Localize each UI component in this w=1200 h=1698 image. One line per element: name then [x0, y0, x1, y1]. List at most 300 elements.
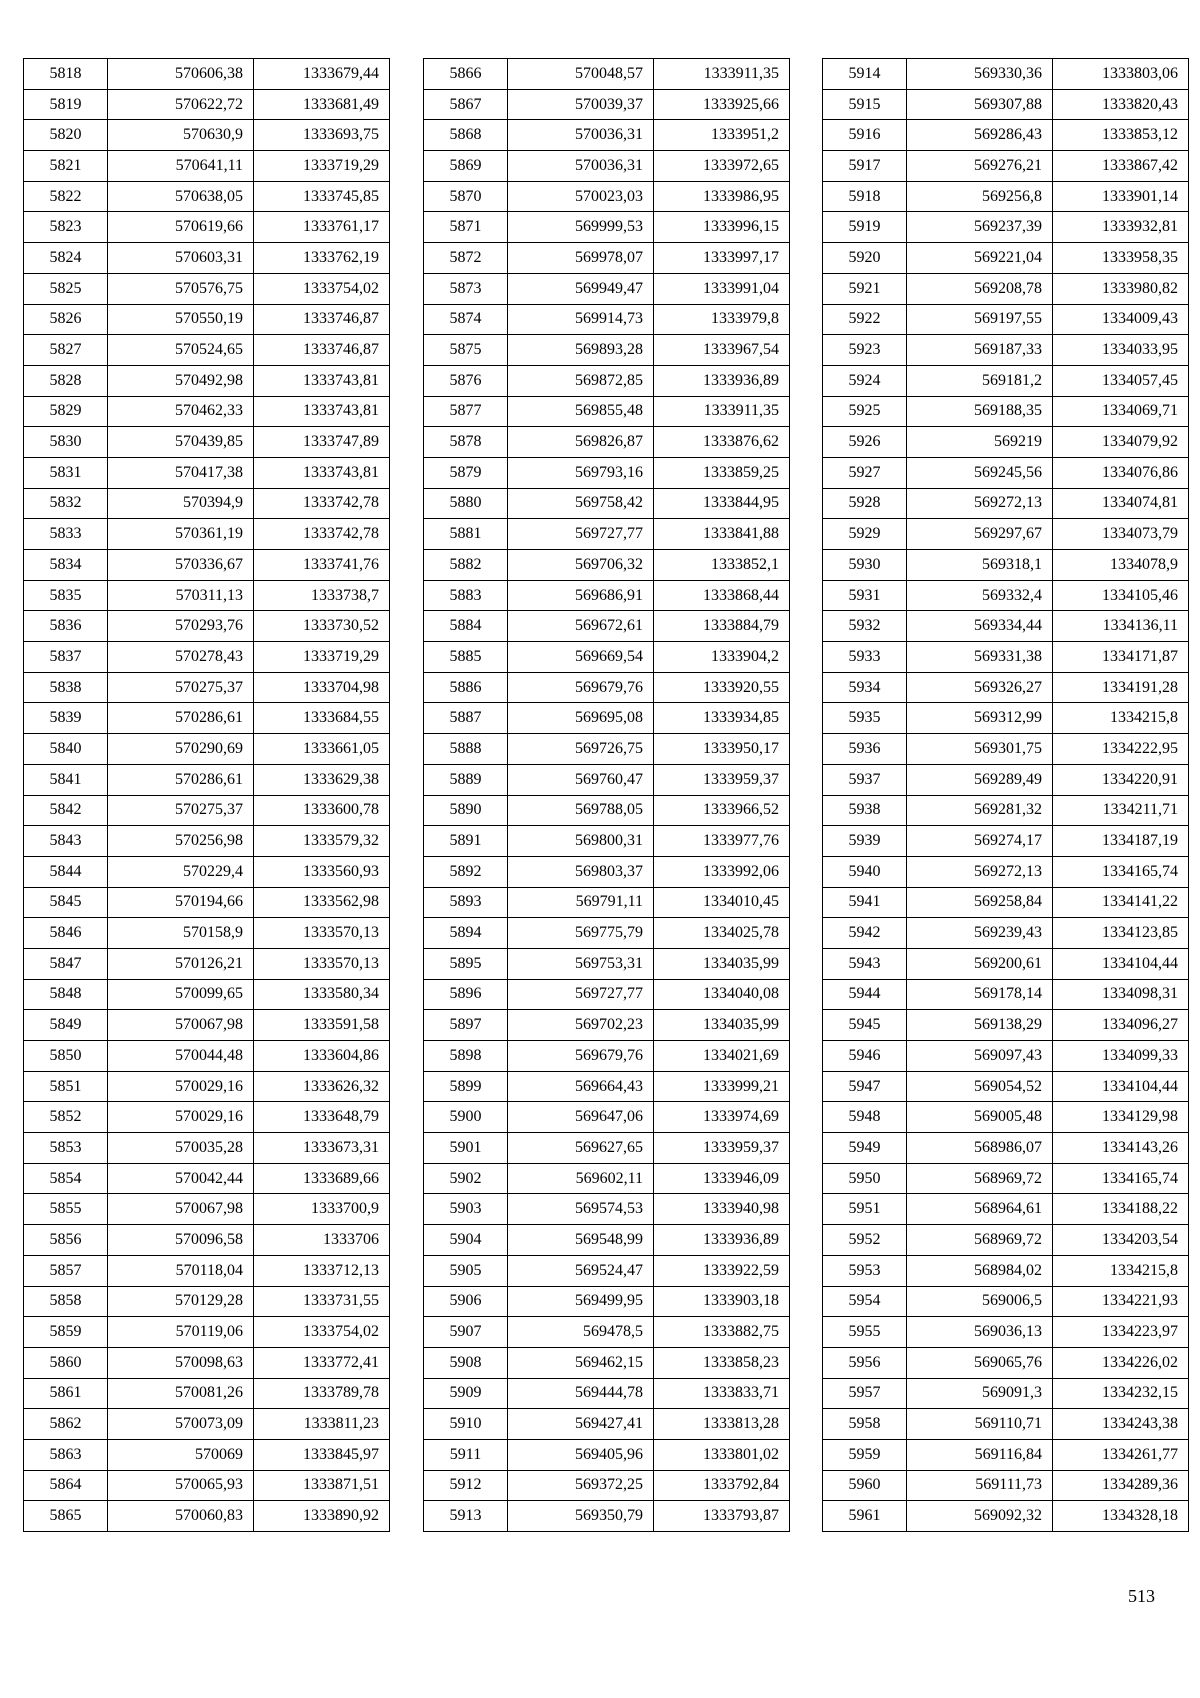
table-row [424, 611, 790, 642]
point-number-cell: 5895 [424, 948, 508, 979]
x-coordinate-cell: 570099,65 [108, 979, 254, 1010]
y-coordinate-cell: 1333820,43 [1053, 89, 1189, 120]
x-coordinate-cell: 569330,36 [907, 59, 1053, 90]
table-row [24, 1439, 390, 1470]
point-number-cell: 5923 [823, 335, 907, 366]
point-number-cell: 5928 [823, 488, 907, 519]
y-coordinate-cell: 1334010,45 [654, 887, 790, 918]
y-coordinate-cell: 1334165,74 [1053, 1163, 1189, 1194]
x-coordinate-cell: 569332,4 [907, 580, 1053, 611]
point-number-cell: 5954 [823, 1286, 907, 1317]
table-row [424, 519, 790, 550]
x-coordinate-cell: 569334,44 [907, 611, 1053, 642]
table-row [24, 1378, 390, 1409]
point-number-cell: 5883 [424, 580, 508, 611]
x-coordinate-cell: 570129,28 [108, 1286, 254, 1317]
y-coordinate-cell: 1333743,81 [254, 396, 390, 427]
y-coordinate-cell: 1334215,8 [1053, 1255, 1189, 1286]
point-number-cell: 5855 [24, 1194, 108, 1225]
table-row [823, 703, 1189, 734]
point-number-cell: 5886 [424, 672, 508, 703]
point-number-cell: 5845 [24, 887, 108, 918]
point-number-cell: 5934 [823, 672, 907, 703]
point-number-cell: 5902 [424, 1163, 508, 1194]
point-number-cell: 5937 [823, 764, 907, 795]
table-row [24, 764, 390, 795]
x-coordinate-cell: 570073,09 [108, 1409, 254, 1440]
table-row [823, 1286, 1189, 1317]
x-coordinate-cell: 569274,17 [907, 826, 1053, 857]
x-coordinate-cell: 569318,1 [907, 550, 1053, 581]
x-coordinate-cell: 569702,23 [508, 1010, 654, 1041]
point-number-cell: 5925 [823, 396, 907, 427]
x-coordinate-cell: 570462,33 [108, 396, 254, 427]
y-coordinate-cell: 1333591,58 [254, 1010, 390, 1041]
point-number-cell: 5918 [823, 181, 907, 212]
y-coordinate-cell: 1333858,23 [654, 1347, 790, 1378]
x-coordinate-cell: 569462,15 [508, 1347, 654, 1378]
point-number-cell: 5871 [424, 212, 508, 243]
table-row [424, 550, 790, 581]
point-number-cell: 5824 [24, 243, 108, 274]
table-row [24, 795, 390, 826]
x-coordinate-cell: 570394,9 [108, 488, 254, 519]
table-row [24, 365, 390, 396]
x-coordinate-cell: 569791,11 [508, 887, 654, 918]
x-coordinate-cell: 569427,41 [508, 1409, 654, 1440]
point-number-cell: 5932 [823, 611, 907, 642]
x-coordinate-cell: 569855,48 [508, 396, 654, 427]
x-coordinate-cell: 569499,95 [508, 1286, 654, 1317]
table-row [24, 396, 390, 427]
table-row [24, 826, 390, 857]
table-row [823, 304, 1189, 335]
y-coordinate-cell: 1333922,59 [654, 1255, 790, 1286]
point-number-cell: 5878 [424, 427, 508, 458]
point-number-cell: 5889 [424, 764, 508, 795]
x-coordinate-cell: 569054,52 [907, 1071, 1053, 1102]
table-row [424, 1409, 790, 1440]
point-number-cell: 5821 [24, 151, 108, 182]
table-row [823, 1194, 1189, 1225]
y-coordinate-cell: 1333731,55 [254, 1286, 390, 1317]
y-coordinate-cell: 1334232,15 [1053, 1378, 1189, 1409]
table-row [24, 1409, 390, 1440]
point-number-cell: 5854 [24, 1163, 108, 1194]
table-row [424, 642, 790, 673]
x-coordinate-cell: 570275,37 [108, 795, 254, 826]
y-coordinate-cell: 1334188,22 [1053, 1194, 1189, 1225]
x-coordinate-cell: 570067,98 [108, 1010, 254, 1041]
x-coordinate-cell: 570229,4 [108, 856, 254, 887]
y-coordinate-cell: 1333871,51 [254, 1470, 390, 1501]
table-row [24, 856, 390, 887]
x-coordinate-cell: 569548,99 [508, 1225, 654, 1256]
point-number-cell: 5943 [823, 948, 907, 979]
table-row [24, 212, 390, 243]
table-row [823, 1102, 1189, 1133]
x-coordinate-cell: 569727,77 [508, 519, 654, 550]
y-coordinate-cell: 1333772,41 [254, 1347, 390, 1378]
table-row [823, 365, 1189, 396]
point-number-cell: 5910 [424, 1409, 508, 1440]
x-coordinate-cell: 569297,67 [907, 519, 1053, 550]
point-number-cell: 5841 [24, 764, 108, 795]
x-coordinate-cell: 570278,43 [108, 642, 254, 673]
table-row [823, 580, 1189, 611]
table-row [823, 181, 1189, 212]
x-coordinate-cell: 568986,07 [907, 1133, 1053, 1164]
table-row [424, 335, 790, 366]
x-coordinate-cell: 569672,61 [508, 611, 654, 642]
y-coordinate-cell: 1333936,89 [654, 1225, 790, 1256]
coordinate-table-3 [822, 58, 1189, 1532]
table-row [24, 1163, 390, 1194]
y-coordinate-cell: 1333972,65 [654, 151, 790, 182]
point-number-cell: 5830 [24, 427, 108, 458]
point-number-cell: 5941 [823, 887, 907, 918]
x-coordinate-cell: 570638,05 [108, 181, 254, 212]
table-row [424, 427, 790, 458]
y-coordinate-cell: 1334096,27 [1053, 1010, 1189, 1041]
table-row [24, 550, 390, 581]
table-row [424, 1317, 790, 1348]
point-number-cell: 5898 [424, 1041, 508, 1072]
table-row [424, 59, 790, 90]
point-number-cell: 5822 [24, 181, 108, 212]
y-coordinate-cell: 1333730,52 [254, 611, 390, 642]
table-row [823, 642, 1189, 673]
x-coordinate-cell: 570606,38 [108, 59, 254, 90]
table-row [24, 1194, 390, 1225]
x-coordinate-cell: 569478,5 [508, 1317, 654, 1348]
point-number-cell: 5956 [823, 1347, 907, 1378]
x-coordinate-cell: 570361,19 [108, 519, 254, 550]
table-row [24, 519, 390, 550]
y-coordinate-cell: 1334104,44 [1053, 1071, 1189, 1102]
y-coordinate-cell: 1334035,99 [654, 948, 790, 979]
table-row [24, 1010, 390, 1041]
y-coordinate-cell: 1333743,81 [254, 365, 390, 396]
table-row [424, 826, 790, 857]
point-number-cell: 5832 [24, 488, 108, 519]
x-coordinate-cell: 569188,35 [907, 396, 1053, 427]
point-number-cell: 5868 [424, 120, 508, 151]
point-number-cell: 5861 [24, 1378, 108, 1409]
x-coordinate-cell: 570576,75 [108, 273, 254, 304]
y-coordinate-cell: 1333762,19 [254, 243, 390, 274]
table-row [24, 120, 390, 151]
table-row [424, 1163, 790, 1194]
x-coordinate-cell: 569092,32 [907, 1501, 1053, 1532]
y-coordinate-cell: 1333974,69 [654, 1102, 790, 1133]
point-number-cell: 5897 [424, 1010, 508, 1041]
point-number-cell: 5865 [24, 1501, 108, 1532]
table-row [24, 672, 390, 703]
point-number-cell: 5909 [424, 1378, 508, 1409]
table-row [823, 979, 1189, 1010]
point-number-cell: 5873 [424, 273, 508, 304]
table-row [24, 734, 390, 765]
point-number-cell: 5849 [24, 1010, 108, 1041]
y-coordinate-cell: 1333604,86 [254, 1041, 390, 1072]
table-row [424, 304, 790, 335]
x-coordinate-cell: 569647,06 [508, 1102, 654, 1133]
y-coordinate-cell: 1334136,11 [1053, 611, 1189, 642]
table-row [24, 427, 390, 458]
y-coordinate-cell: 1333579,32 [254, 826, 390, 857]
point-number-cell: 5882 [424, 550, 508, 581]
table-row [24, 703, 390, 734]
y-coordinate-cell: 1333792,84 [654, 1470, 790, 1501]
table-row [24, 887, 390, 918]
x-coordinate-cell: 570492,98 [108, 365, 254, 396]
x-coordinate-cell: 569949,47 [508, 273, 654, 304]
y-coordinate-cell: 1333570,13 [254, 918, 390, 949]
y-coordinate-cell: 1333833,71 [654, 1378, 790, 1409]
table-row [424, 243, 790, 274]
x-coordinate-cell: 569753,31 [508, 948, 654, 979]
y-coordinate-cell: 1333704,98 [254, 672, 390, 703]
y-coordinate-cell: 1334243,38 [1053, 1409, 1189, 1440]
table-row [823, 120, 1189, 151]
y-coordinate-cell: 1333959,37 [654, 1133, 790, 1164]
x-coordinate-cell: 569893,28 [508, 335, 654, 366]
x-coordinate-cell: 569200,61 [907, 948, 1053, 979]
x-coordinate-cell: 570081,26 [108, 1378, 254, 1409]
x-coordinate-cell: 570029,16 [108, 1071, 254, 1102]
point-number-cell: 5907 [424, 1317, 508, 1348]
point-number-cell: 5842 [24, 795, 108, 826]
y-coordinate-cell: 1333743,81 [254, 457, 390, 488]
y-coordinate-cell: 1333673,31 [254, 1133, 390, 1164]
point-number-cell: 5933 [823, 642, 907, 673]
point-number-cell: 5952 [823, 1225, 907, 1256]
table-row [823, 1378, 1189, 1409]
y-coordinate-cell: 1333845,97 [254, 1439, 390, 1470]
table-row [823, 918, 1189, 949]
x-coordinate-cell: 569686,91 [508, 580, 654, 611]
table-row [823, 273, 1189, 304]
x-coordinate-cell: 569788,05 [508, 795, 654, 826]
table-row [424, 1501, 790, 1532]
y-coordinate-cell: 1333746,87 [254, 335, 390, 366]
point-number-cell: 5939 [823, 826, 907, 857]
point-number-cell: 5870 [424, 181, 508, 212]
x-coordinate-cell: 569679,76 [508, 1041, 654, 1072]
y-coordinate-cell: 1333580,34 [254, 979, 390, 1010]
x-coordinate-cell: 569999,53 [508, 212, 654, 243]
x-coordinate-cell: 570439,85 [108, 427, 254, 458]
y-coordinate-cell: 1333793,87 [654, 1501, 790, 1532]
x-coordinate-cell: 570194,66 [108, 887, 254, 918]
x-coordinate-cell: 569289,49 [907, 764, 1053, 795]
table-row [823, 1439, 1189, 1470]
x-coordinate-cell: 569181,2 [907, 365, 1053, 396]
x-coordinate-cell: 570619,66 [108, 212, 254, 243]
point-number-cell: 5936 [823, 734, 907, 765]
point-number-cell: 5911 [424, 1439, 508, 1470]
table-row [424, 948, 790, 979]
point-number-cell: 5867 [424, 89, 508, 120]
table-row [424, 365, 790, 396]
point-number-cell: 5904 [424, 1225, 508, 1256]
table-row [823, 519, 1189, 550]
y-coordinate-cell: 1333562,98 [254, 887, 390, 918]
y-coordinate-cell: 1333967,54 [654, 335, 790, 366]
y-coordinate-cell: 1333977,76 [654, 826, 790, 857]
x-coordinate-cell: 569405,96 [508, 1439, 654, 1470]
point-number-cell: 5888 [424, 734, 508, 765]
x-coordinate-cell: 570039,37 [508, 89, 654, 120]
y-coordinate-cell: 1333742,78 [254, 488, 390, 519]
point-number-cell: 5959 [823, 1439, 907, 1470]
table-row [424, 89, 790, 120]
point-number-cell: 5864 [24, 1470, 108, 1501]
x-coordinate-cell: 569326,27 [907, 672, 1053, 703]
point-number-cell: 5901 [424, 1133, 508, 1164]
x-coordinate-cell: 570622,72 [108, 89, 254, 120]
x-coordinate-cell: 569793,16 [508, 457, 654, 488]
x-coordinate-cell: 570158,9 [108, 918, 254, 949]
x-coordinate-cell: 569312,99 [907, 703, 1053, 734]
point-number-cell: 5891 [424, 826, 508, 857]
table-row [424, 1225, 790, 1256]
y-coordinate-cell: 1334123,85 [1053, 918, 1189, 949]
point-number-cell: 5940 [823, 856, 907, 887]
y-coordinate-cell: 1333958,35 [1053, 243, 1189, 274]
y-coordinate-cell: 1333882,75 [654, 1317, 790, 1348]
point-number-cell: 5859 [24, 1317, 108, 1348]
table-row [823, 1255, 1189, 1286]
table-row [424, 1470, 790, 1501]
table-row [823, 1225, 1189, 1256]
table-row [823, 1041, 1189, 1072]
y-coordinate-cell: 1333661,05 [254, 734, 390, 765]
table-row [24, 89, 390, 120]
y-coordinate-cell: 1334220,91 [1053, 764, 1189, 795]
y-coordinate-cell: 1334073,79 [1053, 519, 1189, 550]
y-coordinate-cell: 1334040,08 [654, 979, 790, 1010]
table-row [24, 580, 390, 611]
point-number-cell: 5836 [24, 611, 108, 642]
y-coordinate-cell: 1334221,93 [1053, 1286, 1189, 1317]
y-coordinate-cell: 1333754,02 [254, 273, 390, 304]
y-coordinate-cell: 1333986,95 [654, 181, 790, 212]
x-coordinate-cell: 570256,98 [108, 826, 254, 857]
x-coordinate-cell: 569444,78 [508, 1378, 654, 1409]
y-coordinate-cell: 1333761,17 [254, 212, 390, 243]
x-coordinate-cell: 570065,93 [108, 1470, 254, 1501]
x-coordinate-cell: 569006,5 [907, 1286, 1053, 1317]
point-number-cell: 5874 [424, 304, 508, 335]
point-number-cell: 5881 [424, 519, 508, 550]
y-coordinate-cell: 1333841,88 [654, 519, 790, 550]
table-row [823, 59, 1189, 90]
x-coordinate-cell: 569914,73 [508, 304, 654, 335]
point-number-cell: 5914 [823, 59, 907, 90]
x-coordinate-cell: 570275,37 [108, 672, 254, 703]
y-coordinate-cell: 1333852,1 [654, 550, 790, 581]
x-coordinate-cell: 570069 [108, 1439, 254, 1470]
point-number-cell: 5847 [24, 948, 108, 979]
y-coordinate-cell: 1333745,85 [254, 181, 390, 212]
table-row [24, 1470, 390, 1501]
point-number-cell: 5905 [424, 1255, 508, 1286]
point-number-cell: 5831 [24, 457, 108, 488]
x-coordinate-cell: 568969,72 [907, 1225, 1053, 1256]
x-coordinate-cell: 569219 [907, 427, 1053, 458]
point-number-cell: 5837 [24, 642, 108, 673]
x-coordinate-cell: 570036,31 [508, 151, 654, 182]
table-row [823, 457, 1189, 488]
table-row [424, 1010, 790, 1041]
x-coordinate-cell: 570550,19 [108, 304, 254, 335]
x-coordinate-cell: 569307,88 [907, 89, 1053, 120]
y-coordinate-cell: 1333560,93 [254, 856, 390, 887]
point-number-cell: 5838 [24, 672, 108, 703]
table-row [823, 488, 1189, 519]
point-number-cell: 5935 [823, 703, 907, 734]
table-row [24, 1041, 390, 1072]
point-number-cell: 5880 [424, 488, 508, 519]
y-coordinate-cell: 1334069,71 [1053, 396, 1189, 427]
table-row [24, 181, 390, 212]
table-row [823, 1317, 1189, 1348]
table-row [823, 1409, 1189, 1440]
table-row [24, 151, 390, 182]
point-number-cell: 5852 [24, 1102, 108, 1133]
y-coordinate-cell: 1333813,28 [654, 1409, 790, 1440]
table-row [24, 642, 390, 673]
y-coordinate-cell: 1333940,98 [654, 1194, 790, 1225]
table-row [424, 1347, 790, 1378]
x-coordinate-cell: 569872,85 [508, 365, 654, 396]
table-row [424, 457, 790, 488]
y-coordinate-cell: 1334098,31 [1053, 979, 1189, 1010]
y-coordinate-cell: 1333746,87 [254, 304, 390, 335]
y-coordinate-cell: 1333712,13 [254, 1255, 390, 1286]
x-coordinate-cell: 569350,79 [508, 1501, 654, 1532]
point-number-cell: 5919 [823, 212, 907, 243]
point-number-cell: 5930 [823, 550, 907, 581]
x-coordinate-cell: 570630,9 [108, 120, 254, 151]
x-coordinate-cell: 570311,13 [108, 580, 254, 611]
point-number-cell: 5860 [24, 1347, 108, 1378]
point-number-cell: 5850 [24, 1041, 108, 1072]
point-number-cell: 5944 [823, 979, 907, 1010]
x-coordinate-cell: 569372,25 [508, 1470, 654, 1501]
point-number-cell: 5893 [424, 887, 508, 918]
point-number-cell: 5949 [823, 1133, 907, 1164]
point-number-cell: 5915 [823, 89, 907, 120]
y-coordinate-cell: 1333844,95 [654, 488, 790, 519]
table-row [24, 1255, 390, 1286]
x-coordinate-cell: 569091,3 [907, 1378, 1053, 1409]
table-row [823, 550, 1189, 581]
y-coordinate-cell: 1333859,25 [654, 457, 790, 488]
table-row [823, 89, 1189, 120]
x-coordinate-cell: 570067,98 [108, 1194, 254, 1225]
y-coordinate-cell: 1333801,02 [654, 1439, 790, 1470]
y-coordinate-cell: 1333629,38 [254, 764, 390, 795]
x-coordinate-cell: 568984,02 [907, 1255, 1053, 1286]
point-number-cell: 5828 [24, 365, 108, 396]
table-row [24, 488, 390, 519]
point-number-cell: 5866 [424, 59, 508, 90]
x-coordinate-cell: 570035,28 [108, 1133, 254, 1164]
y-coordinate-cell: 1333884,79 [654, 611, 790, 642]
